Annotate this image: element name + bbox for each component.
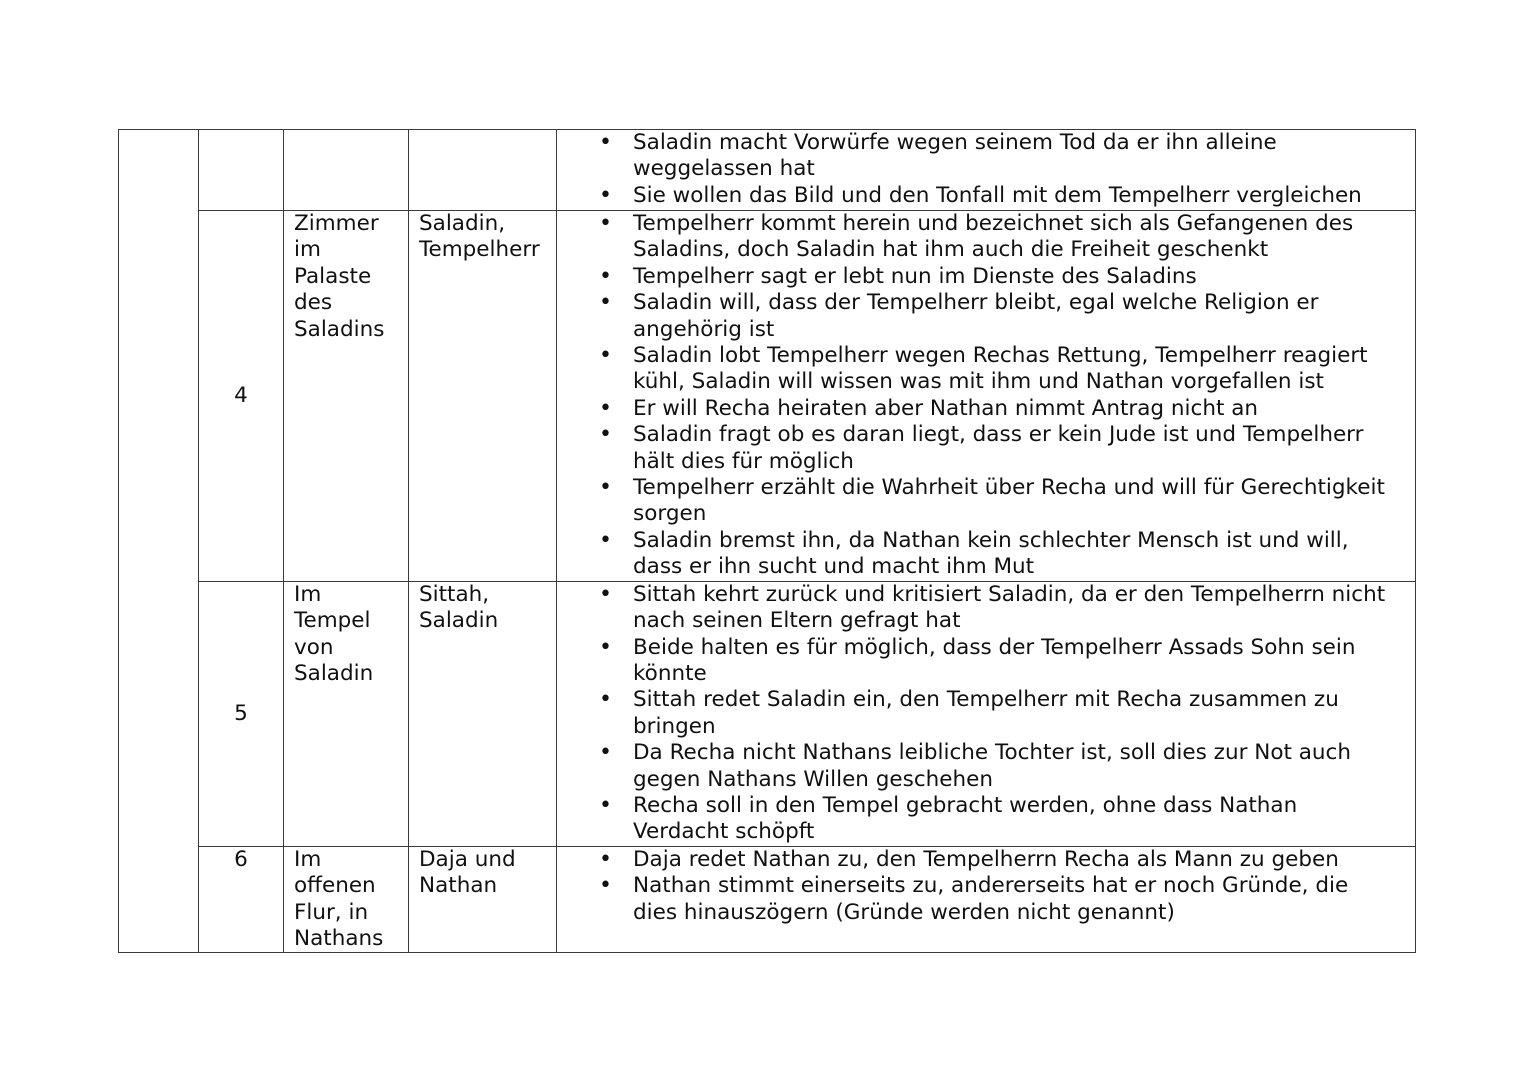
scene-number-cell: 4 [199,211,284,582]
content-cell [557,211,1416,582]
list-item: • Nathan stimmt einerseits zu, andererseits hat er noch Gründe, die dies hinauszögern (Gründe werden nicht genannt) [633,873,1399,926]
list-item: • Tempelherr sagt er lebt nun im Dienste des Saladins [633,264,1399,290]
characters-cell [409,130,557,211]
content-list [557,130,1399,209]
content-cell [557,846,1416,953]
content-list [557,211,1399,581]
characters-cell: Daja und Nathan [409,846,557,953]
location-cell [284,130,409,211]
scene-table [118,129,1416,953]
list-item: • Da Recha nicht Nathans leibliche Tochter ist, soll dies zur Not auch gegen Nathans Willen geschehen [633,740,1399,793]
list-item: • Saladin will, dass der Tempelherr bleibt, egal welche Religion er angehörig ist [633,290,1399,343]
list-item: • Saladin lobt Tempelherr wegen Rechas Rettung, Tempelherr reagiert kühl, Saladin will wissen was mit ihm und Nathan vorgefallen ist [633,343,1399,396]
list-item: • Tempelherr kommt herein und bezeichnet sich als Gefangenen des Saladins, doch Saladin hat ihm auch die Freiheit geschenkt [633,211,1399,264]
table-row [119,130,1416,211]
list-item: • Daja redet Nathan zu, den Tempelherrn Recha als Mann zu geben [633,847,1399,873]
table-row [119,846,1416,953]
table-row [119,581,1416,846]
list-item: • Sie wollen das Bild und den Tonfall mit dem Tempelherr vergleichen [633,183,1399,209]
scene-number-cell [199,130,284,211]
list-item: • Er will Recha heiraten aber Nathan nimmt Antrag nicht an [633,396,1399,422]
content-cell [557,581,1416,846]
list-item: • Beide halten es für möglich, dass der Tempelherr Assads Sohn sein könnte [633,635,1399,688]
list-item: • Saladin bremst ihn, da Nathan kein schlechter Mensch ist und will, dass er ihn sucht und macht ihm Mut [633,528,1399,581]
list-item: • Recha soll in den Tempel gebracht werden, ohne dass Nathan Verdacht schöpft [633,793,1399,846]
list-item: • Saladin macht Vorwürfe wegen seinem Tod da er ihn alleine weggelassen hat [633,130,1399,183]
characters-cell: Sittah, Saladin [409,581,557,846]
blank-column-cell [119,130,199,953]
list-item: • Tempelherr erzählt die Wahrheit über Recha und will für Gerechtigkeit sorgen [633,475,1399,528]
content-list [557,582,1399,846]
location-cell: Zimmer im Palaste des Saladins [284,211,409,582]
list-item: • Sittah kehrt zurück und kritisiert Saladin, da er den Tempelherrn nicht nach seinen Eltern gefragt hat [633,582,1399,635]
location-cell: Im Tempel von Saladin [284,581,409,846]
characters-cell: Saladin, Tempelherr [409,211,557,582]
list-item: • Saladin fragt ob es daran liegt, dass er kein Jude ist und Tempelherr hält dies für möglich [633,422,1399,475]
content-cell [557,130,1416,211]
content-list [557,847,1399,926]
scene-number-cell: 5 [199,581,284,846]
location-cell: Im offenen Flur, in Nathans [284,846,409,953]
scene-number-cell: 6 [199,846,284,953]
table-row [119,211,1416,582]
list-item: • Sittah redet Saladin ein, den Tempelherr mit Recha zusammen zu bringen [633,687,1399,740]
